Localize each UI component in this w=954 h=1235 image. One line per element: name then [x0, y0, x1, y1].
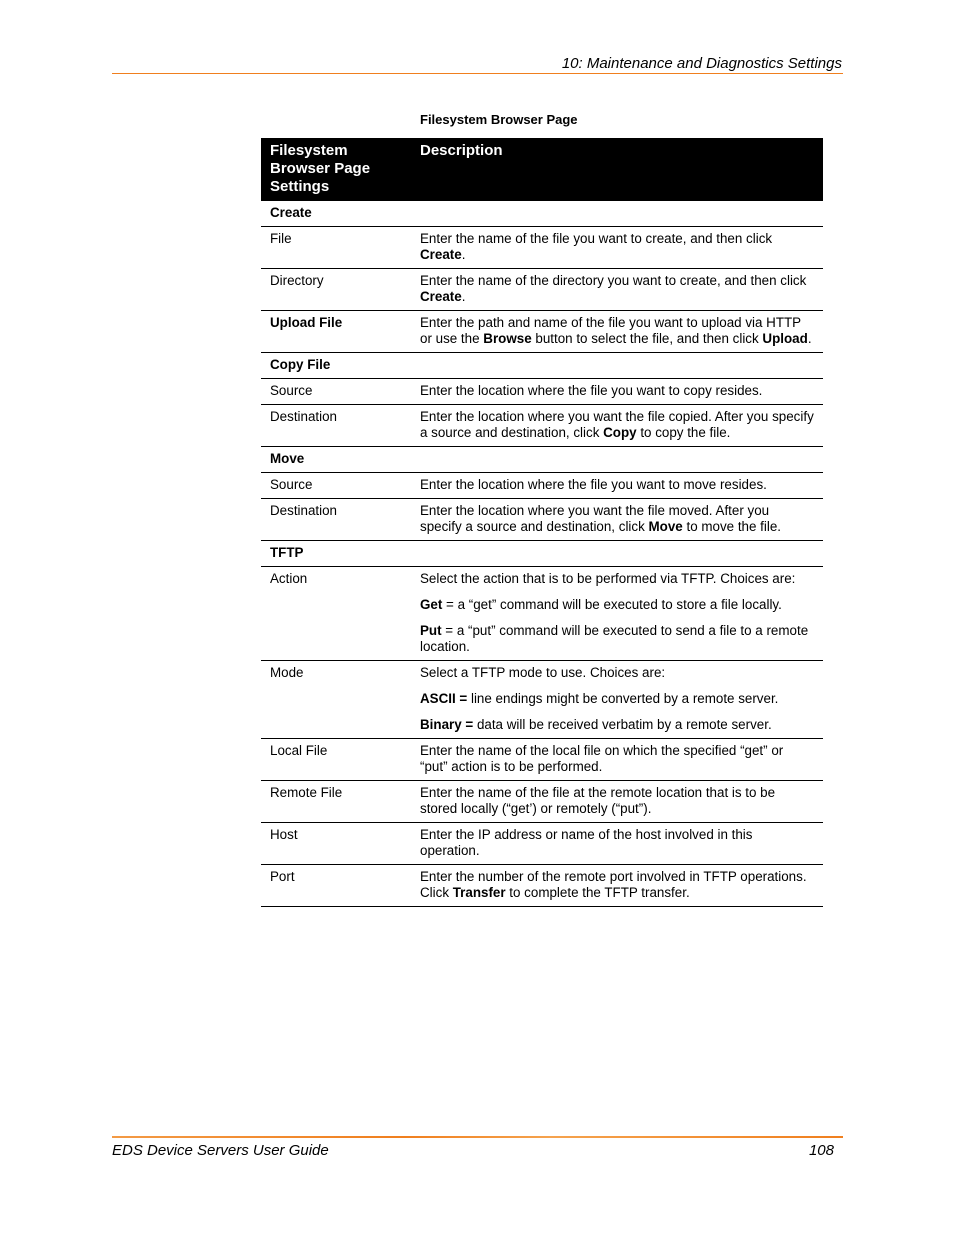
- description-text: button to select the file, and then click: [531, 331, 763, 346]
- setting-name: Move: [261, 447, 411, 473]
- description-text: to copy the file.: [636, 425, 731, 440]
- setting-name: Mode: [261, 661, 411, 739]
- header-rule: [112, 73, 843, 74]
- description-text: Enter the location where the file you want to move resides.: [420, 477, 767, 492]
- table-row: [261, 781, 823, 823]
- setting-description: [411, 269, 823, 311]
- description-text: to complete the TFTP transfer.: [505, 885, 690, 900]
- description-paragraph: [420, 231, 814, 263]
- setting-description: [411, 405, 823, 447]
- setting-name: Local File: [261, 739, 411, 781]
- description-text: Enter the name of the directory you want to create, and then click: [420, 273, 807, 288]
- description-paragraph: [420, 383, 814, 399]
- description-paragraph: [420, 743, 814, 775]
- description-text: Enter the number of the remote port involved in TFTP operations. Click: [420, 869, 807, 900]
- description-text: to move the file.: [682, 519, 781, 534]
- description-text: Enter the name of the file you want to create, and then click: [420, 231, 773, 246]
- setting-name: Directory: [261, 269, 411, 311]
- table-section-row: [261, 353, 823, 379]
- setting-description: [411, 781, 823, 823]
- description-text: Enter the location where the file you want to copy resides.: [420, 383, 763, 398]
- setting-name: File: [261, 227, 411, 269]
- description-emphasis: Browse: [483, 331, 532, 346]
- setting-name: Destination: [261, 499, 411, 541]
- setting-description: [411, 201, 823, 227]
- setting-description: [411, 661, 823, 739]
- description-paragraph: [420, 477, 814, 493]
- setting-description: [411, 473, 823, 499]
- table-row: [261, 499, 823, 541]
- description-text: Enter the name of the local file on which the specified “get” or “put” action is to be performed.: [420, 743, 784, 774]
- table-row: [261, 405, 823, 447]
- table-row: [261, 739, 823, 781]
- description-emphasis: Move: [648, 519, 683, 534]
- description-text: = a “get” command will be executed to store a file locally.: [442, 597, 782, 612]
- setting-description: [411, 447, 823, 473]
- table-section-row: [261, 541, 823, 567]
- setting-description: [411, 823, 823, 865]
- description-text: Select a TFTP mode to use. Choices are:: [420, 665, 666, 680]
- description-paragraph: [420, 717, 814, 733]
- description-emphasis: Upload: [762, 331, 808, 346]
- settings-table: [261, 138, 823, 907]
- setting-name: Destination: [261, 405, 411, 447]
- setting-name: Source: [261, 379, 411, 405]
- description-text: line endings might be converted by a remote server.: [467, 691, 779, 706]
- setting-name: Action: [261, 567, 411, 661]
- description-text: Enter the IP address or name of the host involved in this operation.: [420, 827, 753, 858]
- description-text: Enter the name of the file at the remote location that is to be stored locally (“get’) or remotely (“put”).: [420, 785, 776, 816]
- description-text: Select the action that is to be performed via TFTP. Choices are:: [420, 571, 796, 586]
- table-row: [261, 473, 823, 499]
- setting-description: [411, 311, 823, 353]
- table-row: [261, 567, 823, 661]
- setting-name: Host: [261, 823, 411, 865]
- running-header: 10: Maintenance and Diagnostics Settings: [561, 55, 842, 72]
- description-text: .: [461, 289, 466, 304]
- description-paragraph: [420, 785, 814, 817]
- description-emphasis: Copy: [603, 425, 637, 440]
- table-row: [261, 269, 823, 311]
- description-paragraph: [420, 273, 814, 305]
- description-paragraph: [420, 691, 814, 707]
- description-text: = a “put” command will be executed to send a file to a remote location.: [420, 623, 809, 654]
- description-text: Enter the location where you want the file moved. After you specify a source and destination, click: [420, 503, 770, 534]
- description-paragraph: [420, 571, 814, 587]
- table-row: [261, 311, 823, 353]
- description-paragraph: [420, 827, 814, 859]
- setting-description: [411, 739, 823, 781]
- setting-description: [411, 499, 823, 541]
- description-text: .: [807, 331, 812, 346]
- description-paragraph: [420, 503, 814, 535]
- footer-rule: [112, 1136, 843, 1138]
- setting-description: [411, 541, 823, 567]
- setting-description: [411, 353, 823, 379]
- column-header-description: Description: [411, 138, 823, 201]
- description-emphasis: Get: [420, 597, 443, 612]
- setting-name: Remote File: [261, 781, 411, 823]
- description-emphasis: Binary =: [420, 717, 474, 732]
- description-emphasis: ASCII =: [420, 691, 468, 706]
- setting-name: Source: [261, 473, 411, 499]
- setting-description: [411, 567, 823, 661]
- table-row: [261, 661, 823, 739]
- setting-name: Port: [261, 865, 411, 907]
- table-row: [261, 865, 823, 907]
- setting-description: [411, 865, 823, 907]
- description-emphasis: Transfer: [452, 885, 506, 900]
- setting-name: Create: [261, 201, 411, 227]
- description-paragraph: [420, 597, 814, 613]
- table-body: [261, 201, 823, 907]
- table-section-row: [261, 447, 823, 473]
- table-caption: Filesystem Browser Page: [420, 112, 578, 127]
- column-header-settings: Filesystem Browser Page Settings: [261, 138, 411, 201]
- table-row: [261, 379, 823, 405]
- description-paragraph: [420, 409, 814, 441]
- setting-name: TFTP: [261, 541, 411, 567]
- setting-description: [411, 227, 823, 269]
- description-paragraph: [420, 869, 814, 901]
- description-text: data will be received verbatim by a remote server.: [473, 717, 772, 732]
- description-text: .: [461, 247, 466, 262]
- description-text: Enter the path and name of the file you want to upload via HTTP or use the: [420, 315, 801, 346]
- description-emphasis: Create: [420, 289, 462, 304]
- table-header-row: [261, 138, 823, 201]
- description-paragraph: [420, 665, 814, 681]
- footer-title: EDS Device Servers User Guide: [112, 1142, 329, 1159]
- setting-name: Copy File: [261, 353, 411, 379]
- description-text: Enter the location where you want the file copied. After you specify a source and destination, click: [420, 409, 814, 440]
- setting-name: Upload File: [261, 311, 411, 353]
- description-paragraph: [420, 623, 814, 655]
- table-row: [261, 227, 823, 269]
- description-emphasis: Create: [420, 247, 462, 262]
- table-section-row: [261, 201, 823, 227]
- setting-description: [411, 379, 823, 405]
- description-paragraph: [420, 315, 814, 347]
- description-emphasis: Put: [420, 623, 442, 638]
- table-row: [261, 823, 823, 865]
- page-number: 108: [808, 1142, 834, 1159]
